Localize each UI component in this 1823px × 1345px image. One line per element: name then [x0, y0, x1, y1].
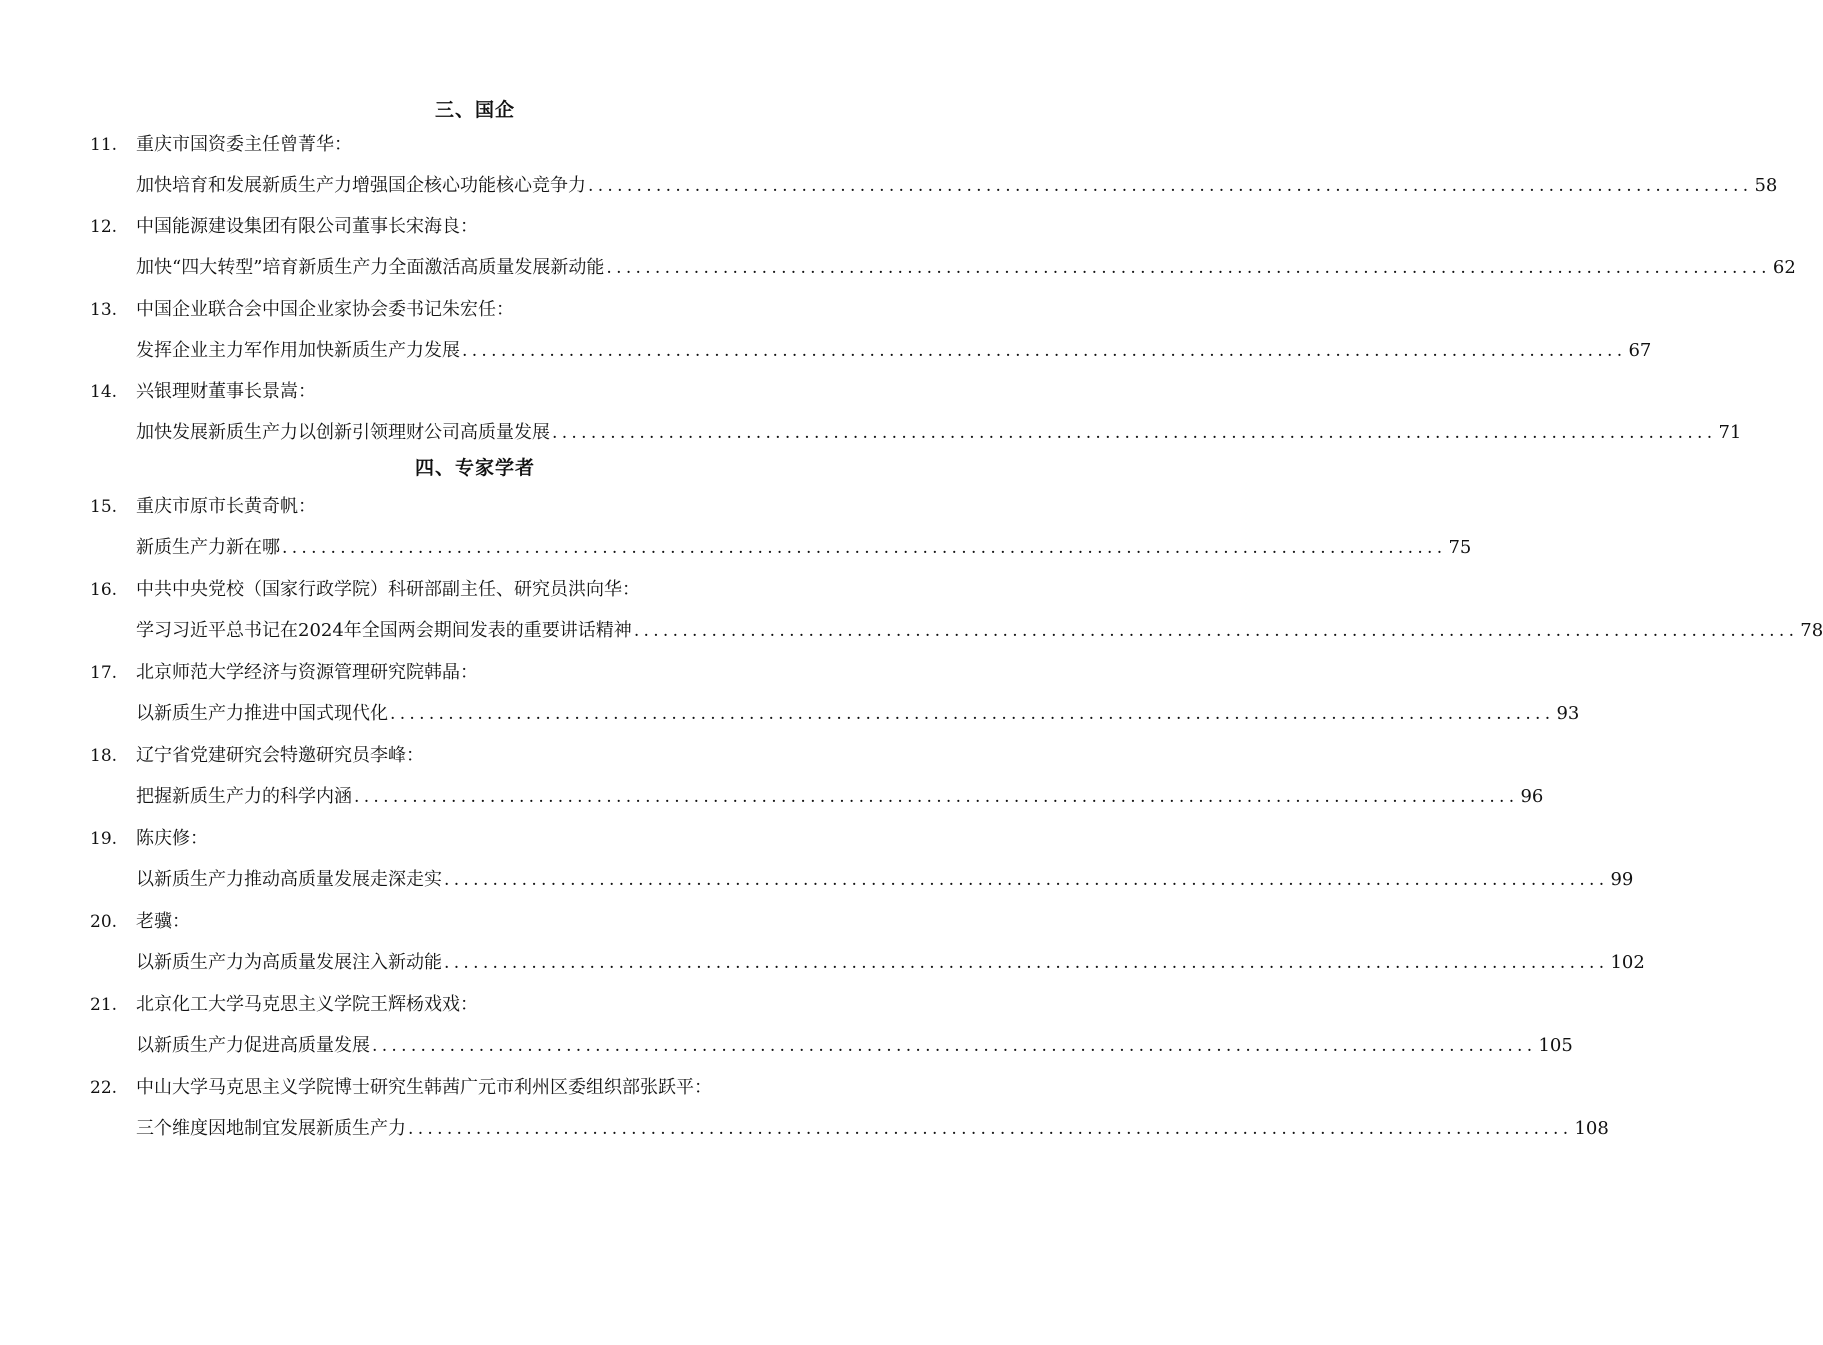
entry-number: 16. [90, 580, 118, 600]
entry-number: 17. [90, 663, 118, 683]
entry-title: 加快“四大转型”培育新质生产力全面激活高质量发展新动能 [136, 257, 605, 278]
entry-page-number: 102 [1610, 952, 1645, 973]
toc-entry[interactable] [0, 495, 1472, 579]
dot-leader: ........................................................................................................................ [633, 621, 1799, 641]
dot-leader: ........................................................................................................................ [552, 423, 1717, 443]
entry-title-line[interactable] [136, 339, 1652, 363]
entry-author: 中国能源建设集团有限公司董事长宋海良： [136, 216, 478, 237]
entry-title: 以新质生产力推进中国式现代化 [136, 703, 388, 724]
entry-author: 老骥： [136, 911, 190, 932]
entry-number: 19. [90, 829, 118, 849]
entry-title-line[interactable] [136, 256, 1796, 280]
toc-entry[interactable] [0, 827, 1634, 911]
entry-author: 陈庆修： [136, 828, 208, 849]
dot-leader: ........................................................................................................................ [462, 341, 1627, 361]
section-heading-experts: 四、专家学者 [414, 457, 535, 479]
entry-author: 辽宁省党建研究会特邀研究员李峰： [136, 745, 424, 766]
entry-page-number: 78 [1800, 620, 1823, 641]
entry-number: 14. [90, 382, 118, 402]
entry-title: 三个维度因地制宜发展新质生产力 [136, 1118, 406, 1139]
entry-number: 20. [90, 912, 118, 932]
toc-entry[interactable] [0, 661, 1580, 745]
entry-number: 15. [90, 497, 118, 517]
toc-entry[interactable] [0, 380, 1742, 464]
entry-author: 重庆市原市长黄奇帆： [136, 496, 316, 517]
dot-leader: ........................................................................................................................ [354, 787, 1519, 807]
toc-entry[interactable] [0, 744, 1544, 828]
entry-page-number: 99 [1610, 869, 1634, 890]
entry-title-line[interactable] [136, 536, 1472, 560]
entry-page-number: 67 [1628, 340, 1652, 361]
toc-entry[interactable] [0, 215, 1796, 299]
entry-page-number: 71 [1718, 422, 1742, 443]
entry-title-line[interactable] [136, 1034, 1573, 1058]
entry-page-number: 108 [1574, 1118, 1609, 1139]
entry-title: 以新质生产力为高质量发展注入新动能 [136, 952, 442, 973]
entry-title-line[interactable] [136, 702, 1580, 726]
entry-number: 18. [90, 746, 118, 766]
entry-number: 13. [90, 300, 118, 320]
entry-title-line[interactable] [136, 1117, 1609, 1141]
entry-page-number: 62 [1772, 257, 1796, 278]
entry-author: 北京化工大学马克思主义学院王辉杨戏戏： [136, 994, 478, 1015]
entry-title-line[interactable] [136, 951, 1645, 975]
toc-entry[interactable] [0, 993, 1573, 1077]
entry-author: 中共中央党校（国家行政学院）科研部副主任、研究员洪向华： [136, 579, 640, 600]
entry-title: 新质生产力新在哪 [136, 537, 280, 558]
entry-title: 以新质生产力促进高质量发展 [136, 1035, 370, 1056]
entry-title-line[interactable] [136, 785, 1544, 809]
toc-entry[interactable] [0, 578, 1823, 662]
section-heading-soe: 三、国企 [434, 99, 515, 121]
dot-leader: ........................................................................................................................ [372, 1036, 1537, 1056]
entry-title: 加快培育和发展新质生产力增强国企核心功能核心竞争力 [136, 175, 586, 196]
entry-title: 把握新质生产力的科学内涵 [136, 786, 352, 807]
entry-author: 中国企业联合会中国企业家协会委书记朱宏任： [136, 299, 514, 320]
entry-page-number: 105 [1538, 1035, 1573, 1056]
toc-entry[interactable] [0, 910, 1645, 994]
entry-number: 12. [90, 217, 118, 237]
entry-page-number: 75 [1448, 537, 1472, 558]
entry-author: 北京师范大学经济与资源管理研究院韩晶： [136, 662, 478, 683]
toc-entry[interactable] [0, 298, 1652, 382]
dot-leader: ........................................................................................................................ [282, 538, 1447, 558]
entry-title-line[interactable] [136, 421, 1742, 445]
dot-leader: ........................................................................................................................ [390, 704, 1555, 724]
entry-title-line[interactable] [136, 619, 1823, 643]
entry-page-number: 93 [1556, 703, 1580, 724]
dot-leader: ........................................................................................................................ [606, 258, 1771, 278]
entry-author: 中山大学马克思主义学院博士研究生韩茜广元市利州区委组织部张跃平： [136, 1077, 712, 1098]
entry-title: 学习习近平总书记在2024年全国两会期间发表的重要讲话精神 [136, 620, 632, 641]
dot-leader: ........................................................................................................................ [408, 1119, 1573, 1139]
entry-number: 11. [90, 135, 118, 155]
toc-entry[interactable] [0, 133, 1778, 217]
entry-title: 发挥企业主力军作用加快新质生产力发展 [136, 340, 460, 361]
toc-entry[interactable] [0, 1076, 1609, 1160]
dot-leader: ........................................................................................................................ [588, 176, 1753, 196]
dot-leader: ........................................................................................................................ [444, 870, 1609, 890]
dot-leader: ........................................................................................................................ [444, 953, 1609, 973]
entry-page-number: 58 [1754, 175, 1778, 196]
entry-title: 加快发展新质生产力以创新引领理财公司高质量发展 [136, 422, 550, 443]
entry-title: 以新质生产力推动高质量发展走深走实 [136, 869, 442, 890]
entry-number: 21. [90, 995, 118, 1015]
entry-author: 兴银理财董事长景嵩： [136, 381, 316, 402]
entry-title-line[interactable] [136, 174, 1778, 198]
entry-title-line[interactable] [136, 868, 1634, 892]
entry-number: 22. [90, 1078, 118, 1098]
entry-author: 重庆市国资委主任曾菁华： [136, 134, 352, 155]
entry-page-number: 96 [1520, 786, 1544, 807]
